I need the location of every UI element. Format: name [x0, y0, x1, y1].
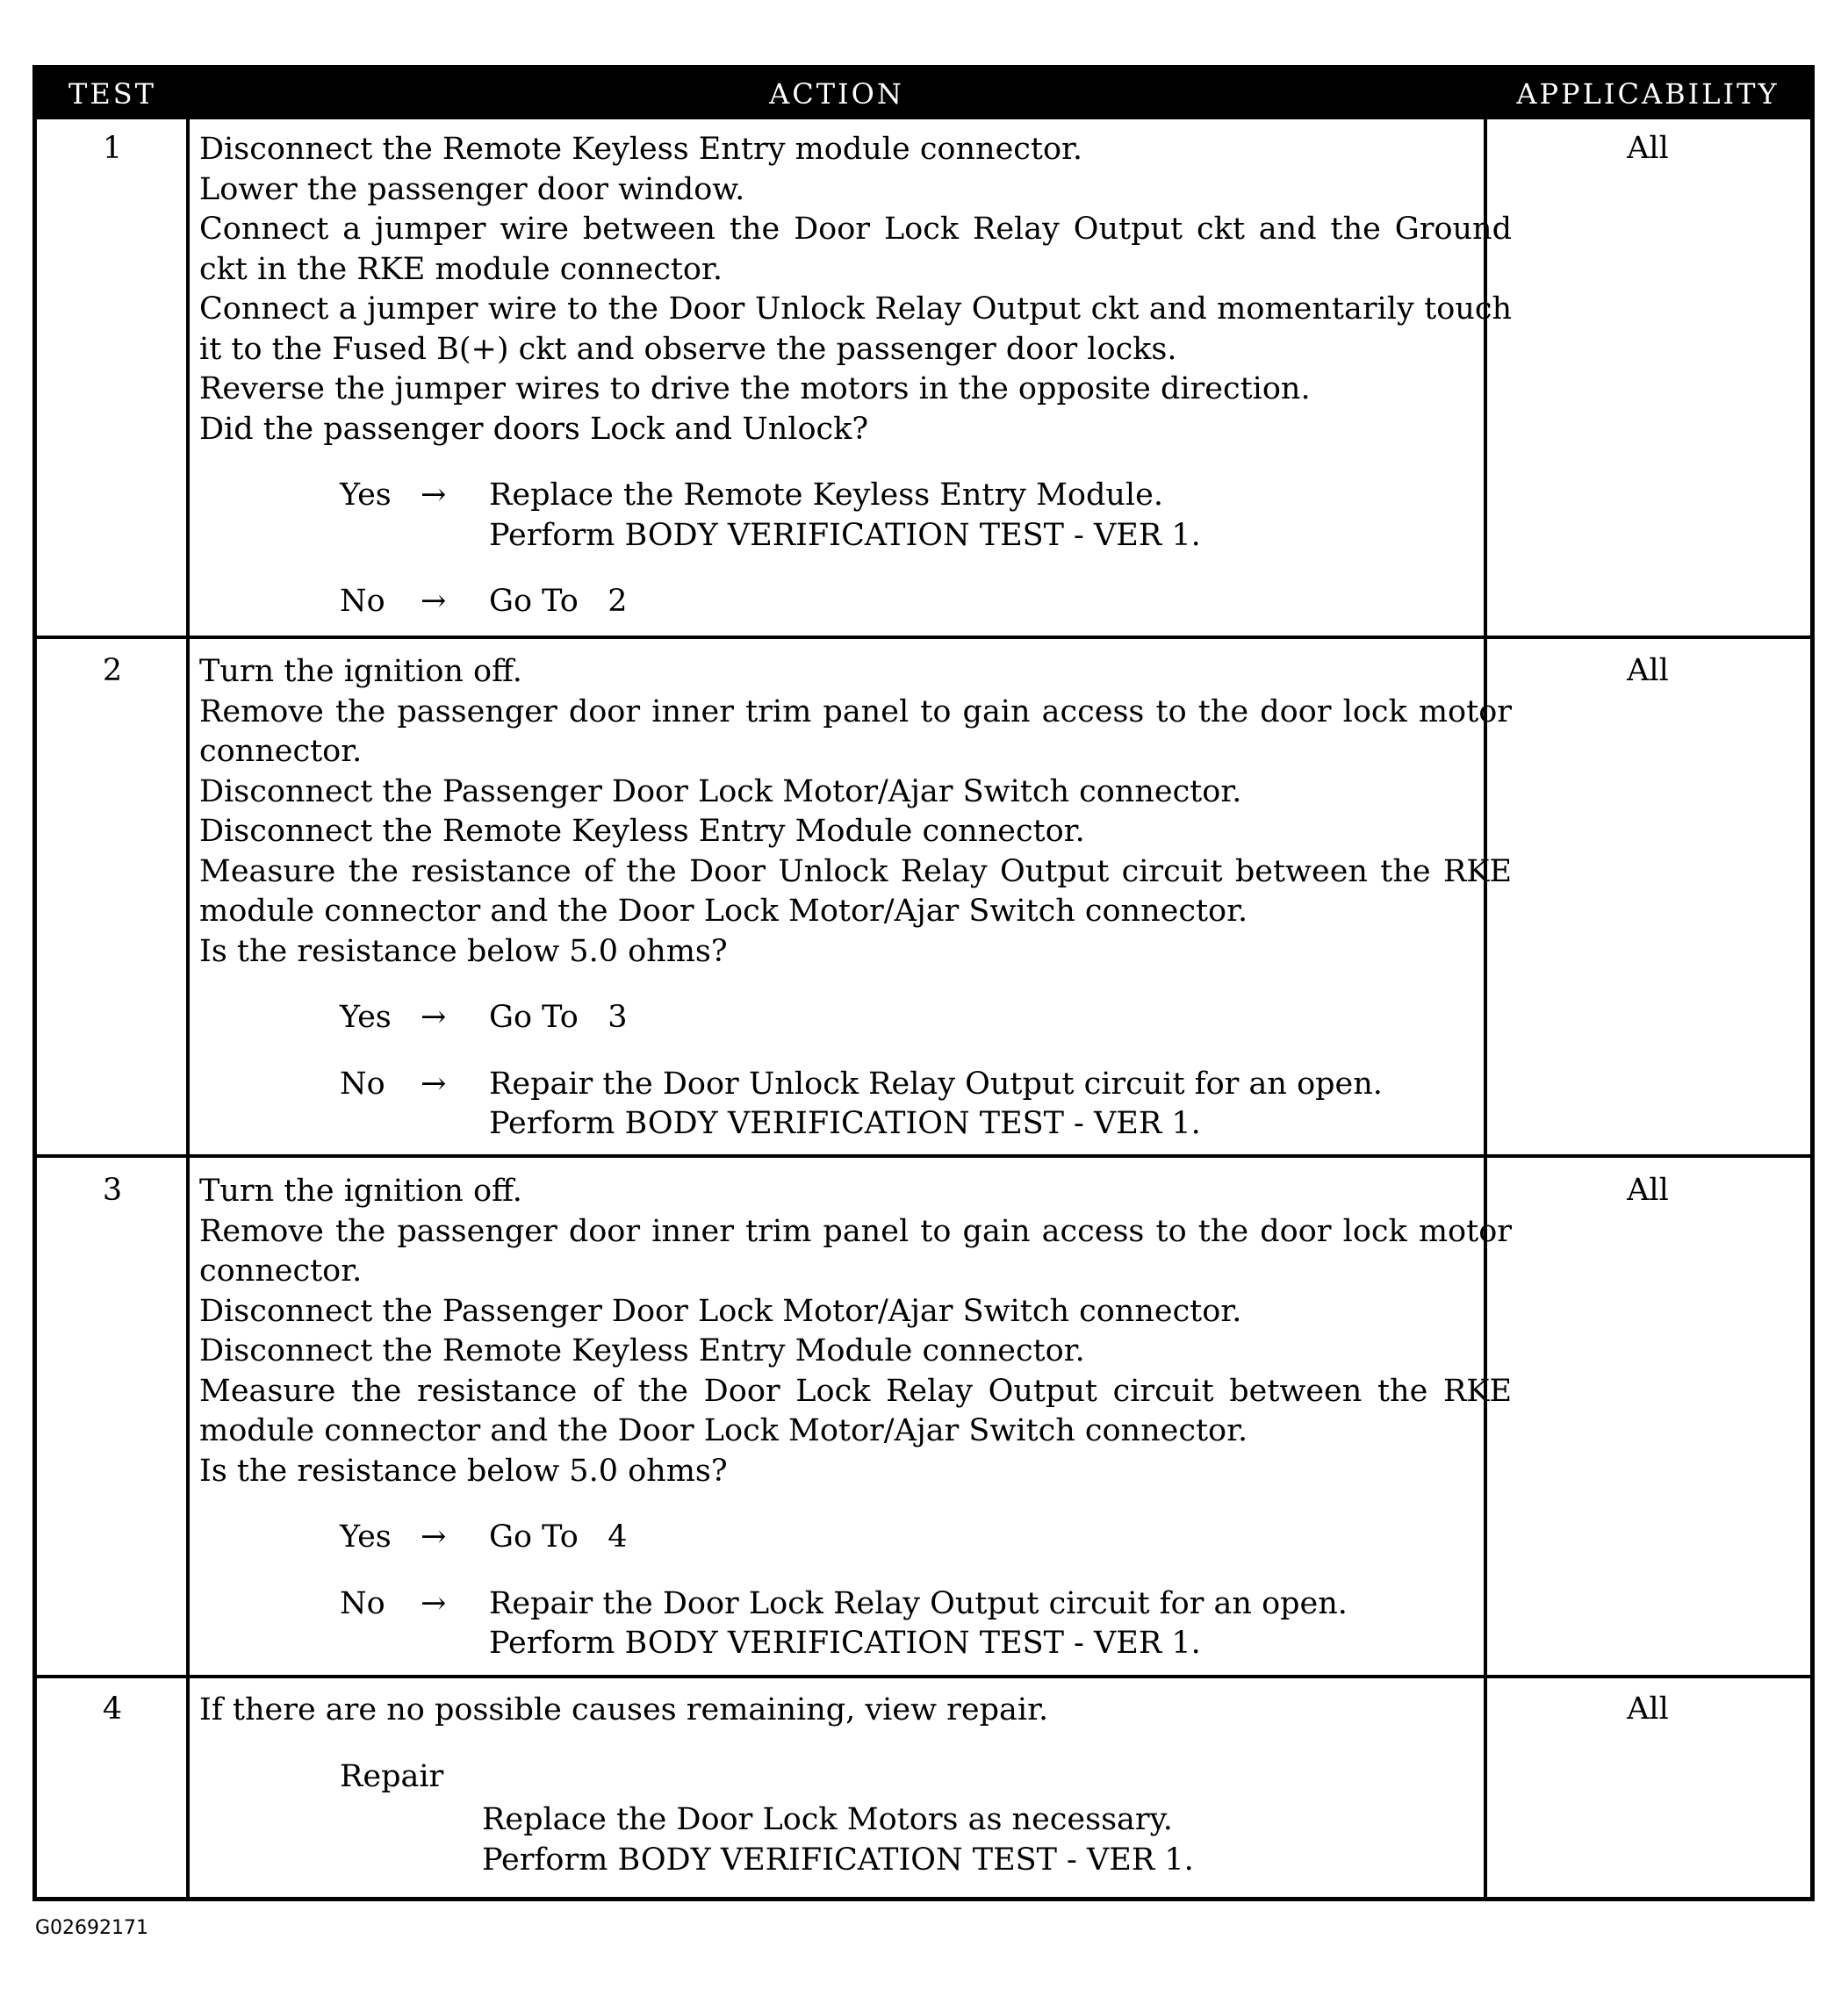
applicability-value: All — [1627, 1173, 1669, 1208]
action-cell — [199, 652, 1512, 1145]
test-number: 4 — [102, 1691, 123, 1727]
action-step: Reverse the jumper wires to drive the motors in the opposite direction. — [199, 371, 1311, 406]
yes-outcome: Replace the Remote Keyless Entry Module. — [489, 478, 1163, 513]
yes-label: Yes — [340, 1519, 392, 1555]
no-label: No — [340, 1066, 385, 1102]
yes-outcome-followup: Perform BODY VERIFICATION TEST - VER 1. — [489, 517, 1201, 553]
arrow-icon: → — [421, 1585, 447, 1621]
arrow-icon: → — [421, 478, 447, 513]
applicability-value: All — [1627, 653, 1669, 688]
arrow-icon: → — [421, 1000, 447, 1035]
no-label: No — [340, 584, 385, 619]
no-outcome-followup: Perform BODY VERIFICATION TEST - VER 1. — [489, 1626, 1201, 1661]
action-step: Measure the resistance of the Door Lock Relay Output circuit between the RKE module connector and the Door Lock Motor/Ajar Switch connector. — [199, 1373, 1512, 1448]
test-number: 1 — [102, 131, 123, 166]
yes-outcome: Go To 3 — [489, 1000, 628, 1035]
header-action: ACTION — [769, 77, 904, 111]
action-step: Disconnect the Passenger Door Lock Motor/Ajar Switch connector. — [199, 1293, 1242, 1329]
arrow-icon: → — [421, 1066, 447, 1102]
action-step: Remove the passenger door inner trim panel to gain access to the door lock motor connector. — [199, 1213, 1512, 1289]
action-cell — [199, 1691, 1512, 1880]
arrow-icon: → — [421, 1519, 447, 1555]
yes-result — [199, 476, 1512, 516]
action-step: Is the resistance below 5.0 ohms? — [199, 933, 728, 969]
yes-result — [199, 1518, 1512, 1558]
no-outcome: Go To 2 — [489, 584, 628, 619]
header-test: TEST — [68, 77, 156, 111]
yes-label: Yes — [340, 1000, 392, 1035]
action-step: Turn the ignition off. — [199, 654, 522, 689]
action-step: Connect a jumper wire between the Door Lock Relay Output ckt and the Ground ckt in the RKE module connector. — [199, 212, 1512, 287]
action-cell — [199, 130, 1512, 622]
action-step: If there are no possible causes remaining, view repair. — [199, 1692, 1049, 1727]
yes-label: Yes — [340, 478, 392, 513]
action-step: Disconnect the Remote Keyless Entry Module connector. — [199, 814, 1085, 849]
repair-label: Repair — [340, 1758, 444, 1794]
no-label: No — [340, 1585, 385, 1621]
applicability-value: All — [1627, 131, 1669, 166]
action-step: Turn the ignition off. — [199, 1174, 522, 1209]
action-step: Did the passenger doors Lock and Unlock? — [199, 411, 869, 447]
action-step: Lower the passenger door window. — [199, 171, 745, 207]
action-cell — [199, 1172, 1512, 1664]
figure-id: G02692171 — [35, 1917, 149, 1939]
applicability-value: All — [1627, 1691, 1669, 1727]
repair-instruction: Perform BODY VERIFICATION TEST - VER 1. — [482, 1842, 1194, 1878]
no-result — [199, 1065, 1512, 1105]
yes-outcome: Go To 4 — [489, 1519, 628, 1555]
test-number: 3 — [102, 1173, 123, 1208]
action-step: Disconnect the Remote Keyless Entry module connector. — [199, 132, 1083, 167]
action-step: Is the resistance below 5.0 ohms? — [199, 1453, 728, 1489]
table-header — [37, 69, 1810, 119]
row-divider — [37, 636, 1810, 639]
header-applicability: APPLICABILITY — [1516, 77, 1780, 111]
no-result — [199, 1584, 1512, 1625]
action-step: Connect a jumper wire to the Door Unlock Relay Output ckt and momentarily touch it to the Fused B(+) ckt and observe the passenger door locks. — [199, 291, 1512, 367]
no-outcome: Repair the Door Unlock Relay Output circuit for an open. — [489, 1066, 1383, 1102]
row-divider — [37, 1154, 1810, 1158]
action-step: Remove the passenger door inner trim panel to gain access to the door lock motor connector. — [199, 693, 1512, 769]
yes-result — [199, 998, 1512, 1038]
no-outcome-followup: Perform BODY VERIFICATION TEST - VER 1. — [489, 1106, 1201, 1141]
row-divider — [37, 1675, 1810, 1678]
repair-instruction: Replace the Door Lock Motors as necessary. — [482, 1802, 1173, 1837]
column-divider — [186, 119, 190, 1897]
arrow-icon: → — [421, 584, 447, 619]
no-outcome: Repair the Door Lock Relay Output circuit for an open. — [489, 1585, 1348, 1621]
action-step: Disconnect the Remote Keyless Entry Module connector. — [199, 1333, 1085, 1368]
no-result — [199, 582, 1512, 622]
action-step: Measure the resistance of the Door Unlock Relay Output circuit between the RKE module connector and the Door Lock Motor/Ajar Switch connector. — [199, 853, 1512, 929]
test-number: 2 — [102, 653, 123, 688]
action-step: Disconnect the Passenger Door Lock Motor/Ajar Switch connector. — [199, 773, 1242, 809]
diagnostic-test-table — [32, 65, 1815, 1901]
